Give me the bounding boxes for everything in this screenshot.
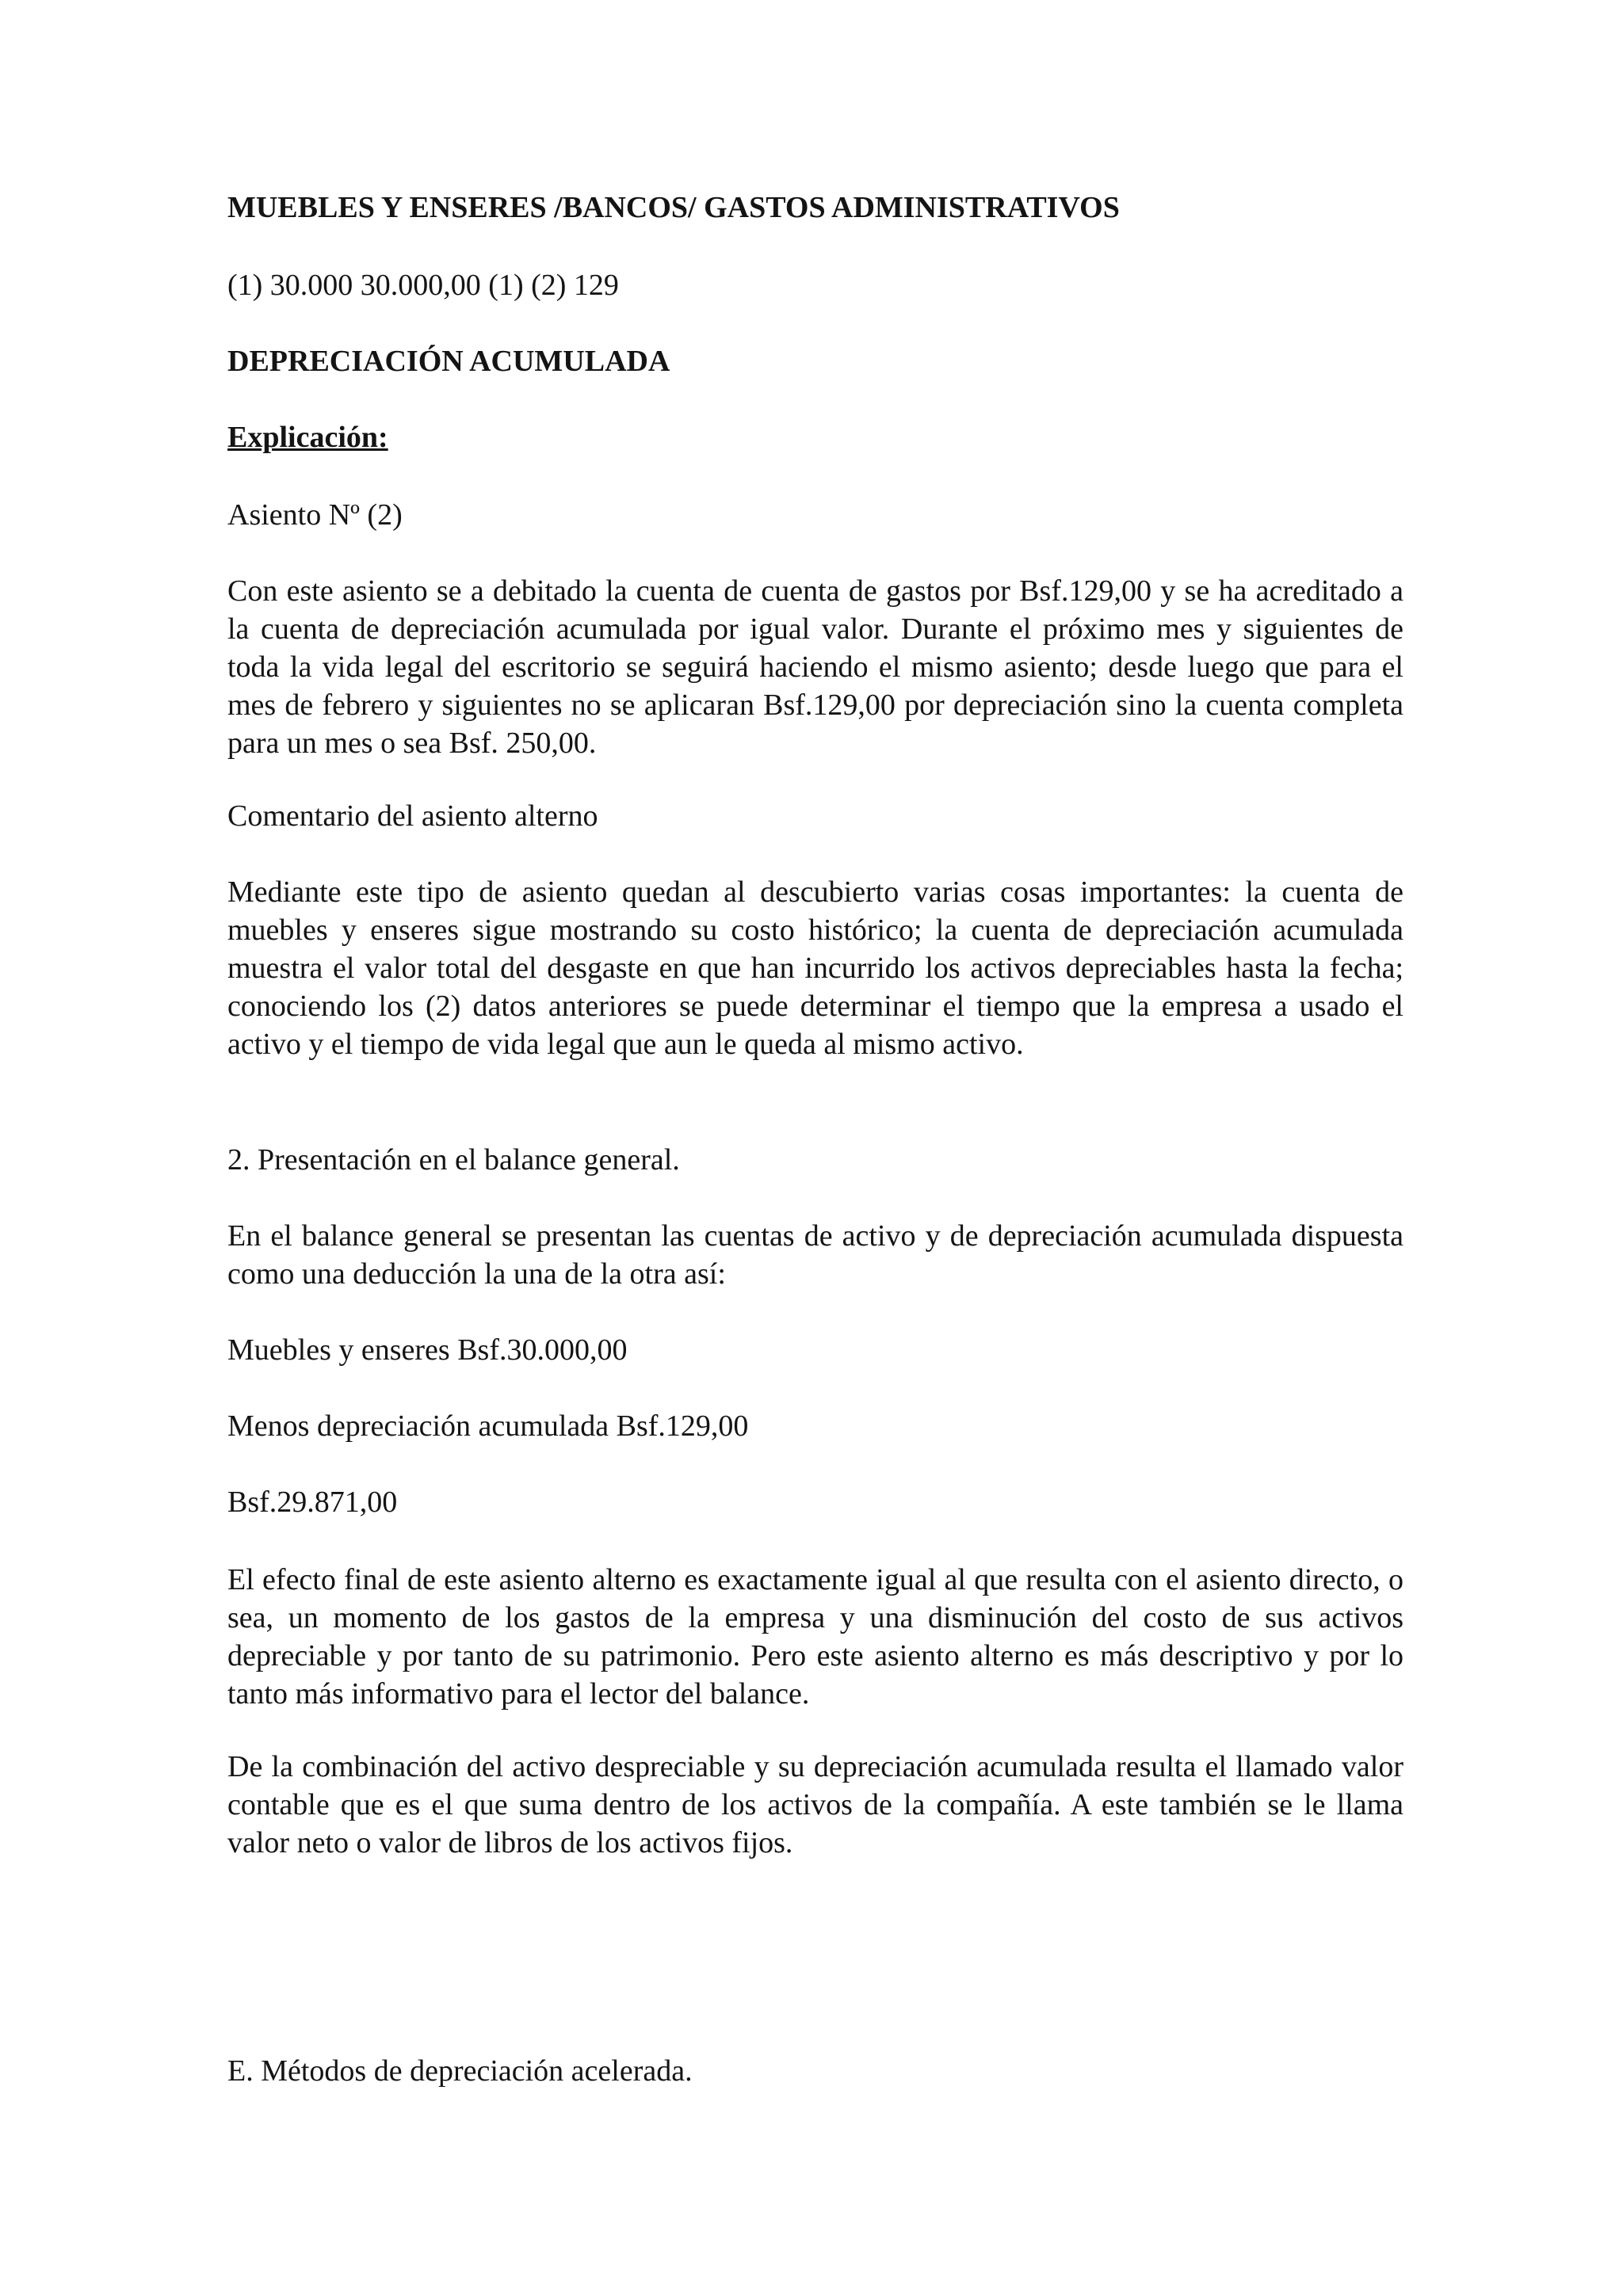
heading-depreciation: DEPRECIACIÓN ACUMULADA xyxy=(227,345,670,378)
balance-line-depreciation: Menos depreciación acumulada Bsf.129,00 xyxy=(227,1409,749,1443)
heading-accounts: MUEBLES Y ENSERES /BANCOS/ GASTOS ADMINISTRATIVOS xyxy=(227,191,1120,224)
balance-line-net: Bsf.29.871,00 xyxy=(227,1486,398,1519)
paragraph-balance: En el balance general se presentan las cuentas de activo y de depreciación acumulada dispuesta como una deducción la una de la otra así: xyxy=(227,1219,1403,1291)
paragraph-entry: Con este asiento se a debitado la cuenta de cuenta de gastos por Bsf.129,00 y se ha acreditado a la cuenta de depreciación acumulada por igual valor. Durante el próximo mes y siguientes de toda la vida legal del escritorio se seguirá haciendo el mismo asiento; desde luego que para el mes de febrero y siguientes no se aplicaran Bsf.129,00 por depreciación sino la cuenta completa para un mes o sea Bsf. 250,00. xyxy=(227,574,1403,760)
explanation-label: Explicación: xyxy=(227,421,388,454)
balance-line-furniture: Muebles y enseres Bsf.30.000,00 xyxy=(227,1333,628,1367)
section-balance: 2. Presentación en el balance general. xyxy=(227,1143,680,1177)
amounts-line: (1) 30.000 30.000,00 (1) (2) 129 xyxy=(227,269,619,302)
paragraph-comment: Mediante este tipo de asiento quedan al descubierto varias cosas importantes: la cuenta de muebles y enseres sigue mostrando su costo histórico; la cuenta de depreciación acumulada muestra el valor total del desgaste en que han incurrido los activos depreciables hasta la fecha; conociendo los (2) datos anteriores se puede determinar el tiempo que la empresa a usado el activo y el tiempo de vida legal que aun le queda al mismo activo. xyxy=(227,875,1403,1061)
paragraph-effect: El efecto final de este asiento alterno es exactamente igual al que resulta con el asiento directo, o sea, un momento de los gastos de la empresa y una disminución del costo de sus activos depreciable y por tanto de su patrimonio. Pero este asiento alterno es más descriptivo y por lo tanto más informativo para el lector del balance. xyxy=(227,1563,1403,1711)
entry-label: Asiento Nº (2) xyxy=(227,498,403,532)
section-methods: E. Métodos de depreciación acelerada. xyxy=(227,2054,693,2088)
paragraph-combination: De la combinación del activo despreciable y su depreciación acumulada resulta el llamado valor contable que es el que suma dentro de los activos de la compañía. A este también se le llama valor neto o valor de libros de los activos fijos. xyxy=(227,1750,1403,1859)
comment-heading: Comentario del asiento alterno xyxy=(227,799,598,833)
